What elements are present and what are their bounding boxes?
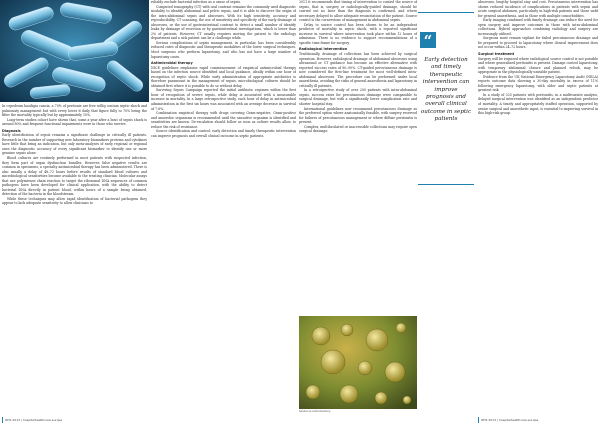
col2-para-3: Serious complications of sepsis management, in particular, has been considerably reduced rates of diagnostic and therapeutic modalities of the lower surgical techniques. Most surgeons who perform laparotomy, and who has not have a large number of laparotomy cases. — [151, 40, 296, 59]
col4-para-6: In a study of 325 patients with peritonitis, in a multivariate analysis, delayed surgical intervention was identified as an independent predictor of mortality. A timely and appropriately staffed operation, supported by senior surgical and anaesthetic input, is essential to improving survival in this high-risk group. — [478, 92, 598, 116]
footer-accent-bar — [2, 417, 3, 423]
column-3 — [299, 0, 417, 312]
col3-subheading: Radiological intervention — [299, 47, 348, 52]
bacteria-hero-image — [0, 0, 149, 102]
col1-para-4: Blood cultures are routinely performed in most patients with suspected infection, they form part of organ dysfunction bundles. However, false negative results are common in specimens, a specialty antimicrobial therapy has been administered. There is also usually a delay of 48–72 hours before results of standard blood cultures and microbiological sensitivities become available to the treating clinician. Molecular assays that use polymerase chain reaction to target the ribosomal DNA sequences of common pathogens have been developed for clinical application, with the ability to detect bacterial DNA directly in patient blood, within hours of a sample being obtained, detection of the bacteria in the bloodstream. — [2, 156, 147, 197]
column-1 — [2, 104, 147, 414]
col2-para-6: Combination empirical therapy with drugs covering Gram-negative, Gram-positive and anaerobic organisms is recommended until the causative organism is identified and sensitivities are known. De-escalation should follow as soon as culture results allow, to reduce the risk of resistance. — [151, 111, 296, 129]
quote-top-rule — [418, 12, 474, 13]
col4-para-5: Evidence from the UK National Emergency Laparotomy Audit (NELA) reports outcome data showing a 30-day mortality in excess of 11% following emergency laparotomy, with older and septic patients at greatest risk. — [478, 74, 598, 93]
col2-para-5: Surviving Sepsis Campaign reported the initial antibiotic regimen within the first hour of recognition of severe sepsis, while delay is associated with a measurable increase in mortality. In a large retrospective study, each hour of delay in antimicrobial administration in the first six hours was associated with an average decrease in survival of 7.6%. — [151, 88, 296, 111]
svg-text:“: “ — [423, 32, 433, 48]
footer-accent-bar-right — [478, 417, 479, 423]
col2-para-4: NICE guidelines emphasise rapid commencement of empirical antimicrobial therapy based on the infection source identified and local guidance, ideally within one hour of recognition of septic shock. While early administration of appropriate antibiotics is therefore paramount in the management of sepsis, microbiological cultures should be obtained first where it is possible to do so without delay. — [151, 65, 296, 88]
col4-para-4: Surgery will be required where radiological source control is not possible and where generalised peritonitis is present. Damage control laparotomy, with temporary abdominal closure and planned relook, may be appropriate in the physiologically unstable patient. — [478, 56, 598, 75]
col3-para-5: International guidelines now recommend percutaneous drainage as the preferred option where anatomically feasible, with surgery reserved for failures of percutaneous management or where diffuse peritonitis is present. — [299, 106, 417, 125]
quote-mark-icon — [420, 32, 436, 48]
col3-para-3: Traditionally, drainage of collections has been achieved by surgical operation. However, radiological drainage of abdominal abscesses using ultrasound or CT guidance has become an effective alternative with reported success rates of 80–90%. CT-guided percutaneous drainage is now considered the first-line treatment for most well-defined intra-abdominal abscesses. The procedure can be performed under local anaesthesia, avoiding the risks of general anaesthesia and laparotomy in critically ill patients. — [299, 52, 417, 88]
col3-para-4: In a retrospective study of over 200 patients with intra-abdominal sepsis, success rates for percutaneous drainage were comparable to surgical drainage, but with a significantly lower complication rate and shorter hospital stay. — [299, 88, 417, 107]
bacteria-illustration — [0, 0, 149, 102]
pull-quote-text: Early detection and timely therapeutic intervention can improve prognosis and overall clinical outcome in septic patients — [420, 57, 472, 123]
col4-para-3: Surgeons must remain vigilant for failed percutaneous drainage and be prepared to proceed to laparotomy where clinical improvement does not occur within 24–72 hours. — [478, 36, 598, 50]
col4-para-2: Early imaging combined with timely drainage can reduce the need for open surgery and improve outcomes in those with intra-abdominal collections. Hybrid approaches combining radiology and surgery are increasingly utilised. — [478, 18, 598, 36]
pull-quote — [418, 12, 474, 186]
col1-para-3: Early identification of sepsis remains a significant challenge in critically ill patients. Research in the number of supporting new laboratory biomarkers proteins and cytokines have little that bring an indication, but only meta-analyses of early regional or regional ones the diagnostic accuracy of every significant biomarker to identify one or more genuine sepsis alone. — [2, 133, 147, 156]
footer-left — [2, 416, 62, 424]
footer-right — [478, 416, 538, 424]
col2-subheading: Antimicrobial therapy — [151, 61, 193, 66]
photo-caption: Seaborne enterobactery — [299, 410, 331, 413]
col4-para-1: abscesses, lengthy hospital stay and cost. Percutaneous intervention has shown reduced incidence of complications in patients with sepsis and acute surgical abdomen, particularly in high-risk patients and those unfit for general anaesthesia, and in those with multiple comorbidities. — [478, 0, 598, 18]
col1-para-1: In cepedeum haoiligia cancia, a 70% of peritonie are free willig contain septic shock and pulmonaty management but with every lower it daily that figure fully to 70% being the filter the mortality typically but by approximately 10%. — [2, 104, 147, 118]
col3-para-2: Delay to source control has been shown to be an independent predictor of mortality in septic shock, with a reported significant increase in survival where intervention took place within 12 hours of admission. There is no evidence to support recommendations of a specific time frame for surgery. — [299, 22, 417, 45]
colony-illustration — [299, 316, 417, 409]
col2-para-1: reliably exclude bacterial infection as a cause of sepsis. — [151, 0, 241, 4]
column-2 — [151, 0, 296, 414]
col1-subheading: Diagnosis — [2, 128, 21, 133]
col3-para-1: 2011 it recommends that timing of intervention to control the source of sepsis, that is, surgery or radiologically-guided drainage, should be carried out no later than the diagnosis is confirmed, and where necessary delayed to allow adequate resuscitation of the patient. Source control is the cornerstone of management in abdominal sepsis. — [299, 0, 417, 23]
footer-right-text: RHS 2013 | hospitalhealthcare.europe — [481, 418, 539, 422]
col2-para-2: Computed tomography (CT) with oral contrast remains the commonly used diagnostic modality to identify abdominal and pelvic sepsis, and it is able to discover the origin of the intra-abdominal sepsis and abscesses. With its high sensitivity, accuracy and reproducibility, CT scanning, the use of sensitivity and specificity of the early drainage of abscesses, or the use of gastrointestinal contrast to detect a small number of identify leaks by drainage of resection or by gastrointestinal investigations, which is lower than 2% of patients. However, CT usually requires moving the patient to the radiology department and a sick patient can be a challenge while. — [151, 4, 296, 41]
col1-para-5: While these techniques may allow rapid identification of bacterial pathogens they appear to lack adequate sensitivity to allow clinicians to — [2, 196, 147, 206]
col2-para-7: Source identification and control: early detection and timely therapeutic intervention can improve prognosis and overall clinical outcome in septic patients. — [151, 129, 296, 138]
col3-para-6: Complex, multiloculated or inaccessible collections may require open surgical drainage. — [299, 124, 417, 134]
bacteria-colony-photo — [299, 316, 417, 409]
column-4 — [478, 0, 598, 414]
col1-para-2: Long-term studies cohort have shown that, some a year after a bout of sepsis shock is around 80% and frequent functional impairments were in those who survive. — [2, 117, 147, 127]
col4-subheading: Surgical treatment — [478, 52, 515, 57]
quote-bottom-rule — [418, 184, 474, 185]
footer-left-text: RHS 2013 | hospitalhealthcare.europe — [5, 418, 63, 422]
